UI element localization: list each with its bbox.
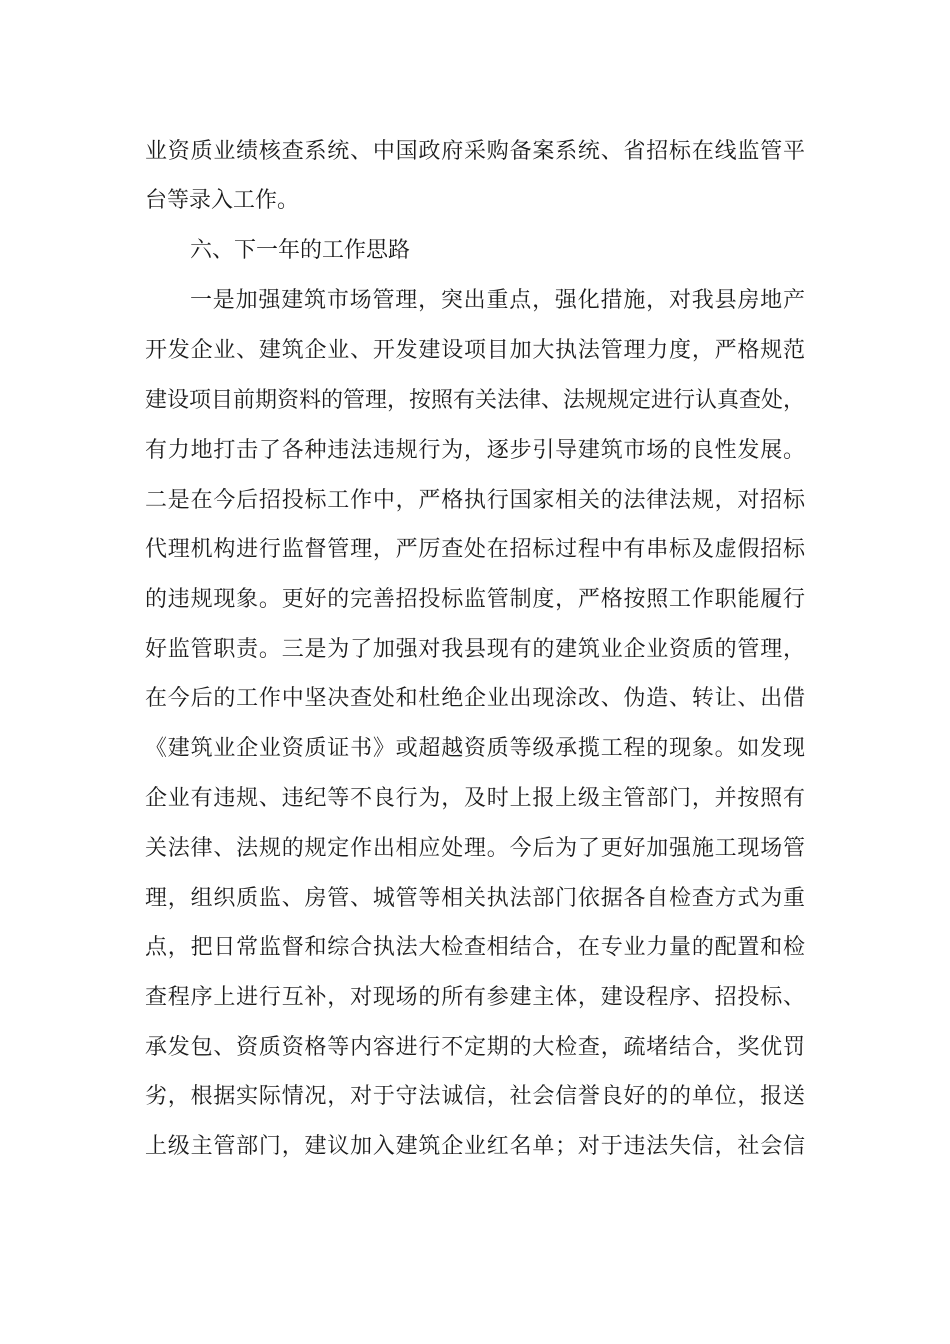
text-line-14: 企业有违规、违纪等不良行为，及时上报上级主管部门，并按照有: [145, 786, 805, 811]
text-line-21: 上级主管部门，建议加入建筑企业红名单；对于违法失信，社会信: [145, 1134, 805, 1159]
text-line-4: 一是加强建筑市场管理，突出重点，强化措施，对我县房地产: [190, 288, 805, 313]
text-line-5: 开发企业、建筑企业、开发建设项目加大执法管理力度，严格规范: [145, 338, 805, 363]
text-line-2: 台等录入工作。: [145, 188, 300, 213]
text-line-9: 代理机构进行监督管理，严厉查处在招标过程中有串标及虚假招标: [145, 537, 805, 562]
section-heading: 六、下一年的工作思路: [190, 238, 411, 263]
text-line-16: 理，组织质监、房管、城管等相关执法部门依据各自检查方式为重: [145, 886, 805, 911]
text-line-7: 有力地打击了各种违法违规行为，逐步引导建筑市场的良性发展。: [145, 438, 805, 463]
text-line-12: 在今后的工作中坚决查处和杜绝企业出现涂改、伪造、转让、出借: [145, 686, 805, 711]
text-line-6: 建设项目前期资料的管理，按照有关法律、法规规定进行认真查处，: [145, 388, 806, 413]
text-line-13: 《建筑业企业资质证书》或超越资质等级承揽工程的现象。如发现: [145, 736, 805, 761]
text-line-1: 业资质业绩核查系统、中国政府采购备案系统、省招标在线监管平: [145, 139, 805, 164]
text-line-11: 好监管职责。三是为了加强对我县现有的建筑业企业资质的管理，: [145, 637, 805, 662]
text-line-10: 的违规现象。更好的完善招投标监管制度，严格按照工作职能履行: [145, 587, 805, 612]
text-line-19: 承发包、资质资格等内容进行不定期的大检查，疏堵结合，奖优罚: [145, 1035, 805, 1060]
text-line-15: 关法律、法规的规定作出相应处理。今后为了更好加强施工现场管: [145, 836, 805, 861]
text-line-18: 查程序上进行互补，对现场的所有参建主体，建设程序、招投标、: [145, 985, 805, 1010]
text-line-20: 劣，根据实际情况，对于守法诚信，社会信誉良好的的单位，报送: [145, 1084, 805, 1109]
text-line-17: 点，把日常监督和综合执法大检查相结合，在专业力量的配置和检: [145, 935, 805, 960]
text-line-8: 二是在今后招投标工作中，严格执行国家相关的法律法规，对招标: [145, 488, 805, 513]
